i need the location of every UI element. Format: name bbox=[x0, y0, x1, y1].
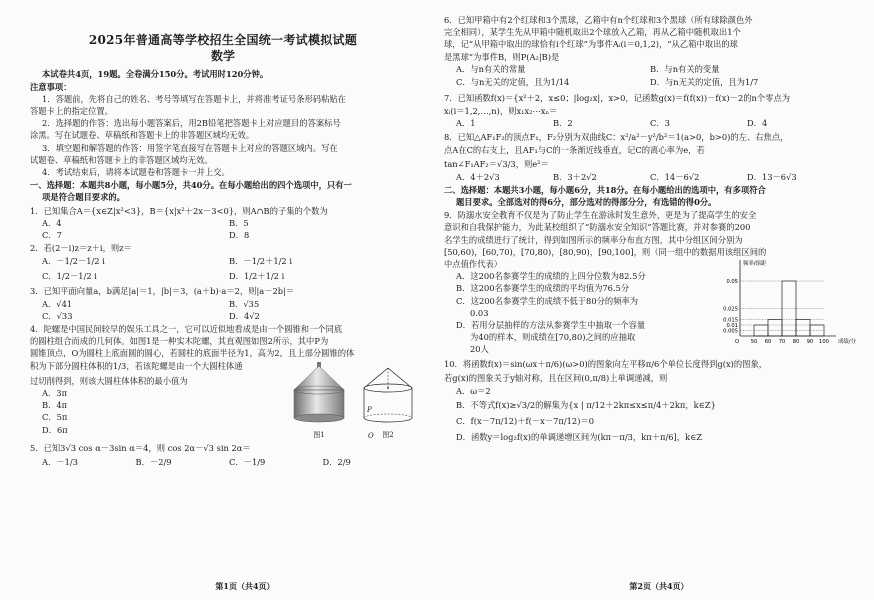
question-6-line: 6．已知甲箱中有2个红球和3个黑球，乙箱中有n个红球和3个黑球（所有球除颜色外 bbox=[444, 15, 753, 25]
y-axis-label: 频率/组距 bbox=[743, 261, 767, 268]
option-continued: 20人 bbox=[470, 344, 489, 355]
option: A．1 bbox=[456, 118, 476, 129]
option-continued: 0.03 bbox=[470, 307, 489, 318]
option: C．这200名参赛学生的成绩不低于80分的频率为 bbox=[456, 295, 639, 306]
y-tick-label: 0.015 bbox=[723, 317, 738, 324]
option: D．函数y＝log₂f(x)的单调递增区间为(kπ－π/3，kπ＋π/6]，k∈Z bbox=[456, 431, 703, 442]
question-8-line: tan∠F₁AF₂＝√3/3，则e²＝ bbox=[444, 158, 549, 169]
option: B．3＋2√2 bbox=[553, 171, 597, 182]
point-o-label: O bbox=[368, 432, 374, 440]
x-tick-label: 50 bbox=[750, 339, 758, 346]
option: A．－1/2－1/2 i bbox=[42, 256, 105, 267]
notice-line: 1．答题前，先将自己的姓名、考号等填写在答题卡上，并将准考证号条形码粘贴在 bbox=[42, 93, 346, 104]
left-page bbox=[0, 0, 430, 600]
option: A．3π bbox=[42, 388, 68, 399]
question-7-line: 7．已知函数f(x)＝{x²＋2，x≤0；|log₂x|，x>0，记函数g(x)＝f(f(x))－f(x)－2的n个零点为 bbox=[444, 93, 791, 104]
option: C．与n无关的定值，且为1/14 bbox=[456, 77, 570, 88]
notice-line: 试题卷、草稿纸和答题卡上的非答题区域均无效。 bbox=[30, 154, 213, 165]
section1-heading-2: 项是符合题目要求的。 bbox=[42, 192, 125, 203]
page-footer: 第1页（共4页） bbox=[215, 580, 275, 591]
question-9-line: 名学生的成绩进行了统计，得到如图所示的频率分布直方图，其中分组区间分别为 bbox=[444, 234, 743, 245]
frequency-histogram bbox=[706, 256, 856, 352]
notice-line: 3．填空题和解答题的作答：用签字笔直接写在答题卡上对应的答题区域内。写在 bbox=[42, 142, 338, 153]
right-page bbox=[430, 0, 860, 600]
option: B．与n有关的变量 bbox=[650, 63, 720, 74]
question-4-line: 积为下部分圆柱体积的1/3，若该陀螺是由一个大圆柱体通 bbox=[30, 360, 243, 371]
option: B．这200名参赛学生的成绩的平均值为76.5分 bbox=[456, 283, 630, 294]
question-9-line: [50,60)，[60,70)，[70,80)，[80,90)，[90,100]，则（同一组中的数据用该组区间的 bbox=[444, 246, 767, 257]
option: D．4 bbox=[747, 118, 768, 129]
option: B．－1/2＋1/2 i bbox=[229, 256, 292, 267]
exam-meta: 本试卷共4页，19题。全卷满分150分。考试用时120分钟。 bbox=[42, 69, 269, 80]
notice-line: 2．选择题的作答：选出每小题答案后，用2B铅笔把答题卡上对应题目的答案标号 bbox=[42, 118, 341, 129]
option: C．3 bbox=[650, 118, 670, 129]
option: A．－1/3 bbox=[42, 457, 78, 468]
option: D．与n无关的定值，且为1/7 bbox=[650, 77, 759, 88]
option: C．7 bbox=[42, 230, 62, 241]
question-2-options bbox=[30, 254, 416, 269]
option: D．8 bbox=[229, 230, 250, 241]
option: C．14－6√2 bbox=[650, 171, 700, 182]
question-3-options bbox=[30, 298, 416, 310]
section2-heading-2: 题目要求。全部选对的得6分，部分选对的得部分分，有选错的得0分。 bbox=[456, 197, 717, 208]
question-9-line: 9．防溺水安全教育不仅是为了防止学生在游泳时发生意外，更是为了提高学生的安全 bbox=[444, 210, 757, 221]
question-3: 3．已知平面向量a，b满足|a|＝1，|b|＝3，(a＋b)·a＝2，则|a－2b|＝ bbox=[30, 286, 295, 297]
histogram-bar bbox=[796, 320, 810, 337]
question-7-line: xᵢ(i＝1,2,…,n)，则x₁x₂⋯xₙ＝ bbox=[444, 106, 558, 117]
question-9-line: 意识和自我保护能力，为此某校组织了“防溺水安全知识”答题比赛，并对参赛的200 bbox=[444, 222, 751, 233]
option: C．√33 bbox=[42, 310, 73, 321]
subject-title: 数学 bbox=[210, 49, 235, 64]
question-4-line: 的圆柱组合而成的几何体。如图1是一种实木陀螺，其直观图如图2所示，其中P为 bbox=[30, 336, 329, 347]
question-10-line: 10．将函数f(x)＝sin(ωx＋π/6)(ω>0)的图象向左平移π/6个单位长度得到g(x)的图象， bbox=[444, 358, 768, 369]
question-4-line: 圆锥顶点，O为圆柱上底面圆的圆心，若圆柱的底面半径为1，高为2，且上部分圆锥的体 bbox=[30, 348, 355, 359]
x-tick-label: 80 bbox=[792, 339, 800, 346]
option: B．4π bbox=[42, 400, 68, 411]
x-tick-label: 90 bbox=[806, 339, 814, 346]
notice-line: 答题卡上的指定位置。 bbox=[30, 106, 113, 117]
question-6-line: 完全相同），某学生先从甲箱中随机取出2个球放入乙箱，再从乙箱中随机取出1个 bbox=[444, 27, 741, 38]
y-tick-label: 0.05 bbox=[726, 279, 738, 286]
question-3-options bbox=[30, 310, 416, 322]
question-1-options bbox=[30, 217, 416, 229]
option: D．2/9 bbox=[322, 457, 351, 468]
option: C．1/2－1/2 i bbox=[42, 271, 97, 282]
notice-line: 涂黑。写在试题卷、草稿纸和答题卡上的非答题区域均无效。 bbox=[30, 130, 255, 141]
figure-1-caption: 图1 bbox=[313, 430, 325, 439]
section1-heading: 一、选择题：本题共8小题，每小题5分，共40分。在每小题给出的四个选项中，只有一 bbox=[30, 180, 352, 191]
y-tick-label: 0.025 bbox=[723, 306, 738, 313]
question-6-options bbox=[444, 63, 844, 75]
figure-2-caption: 图2 bbox=[382, 430, 394, 439]
question-5: 5．已知3√3 cos α－3sin α＝4，则 cos 2α－√3 sin 2α＝ bbox=[30, 443, 251, 454]
question-2: 2．若(2－i)z＝z＋i，则z＝ bbox=[30, 243, 132, 254]
option: C．－1/9 bbox=[229, 457, 266, 468]
option: B．√35 bbox=[229, 298, 260, 309]
notice-heading: 注意事项： bbox=[30, 81, 72, 92]
question-4-line: 4．陀螺是中国民间较早的娱乐工具之一，它可以近似地看成是由一个圆锥和一个同底 bbox=[30, 324, 343, 335]
page-footer: 第2页（共4页） bbox=[629, 580, 689, 591]
option: D．6π bbox=[42, 424, 68, 435]
question-6-line: 是黑球”为事件B，则P(A₂|B)是 bbox=[444, 51, 560, 62]
option: A．ω＝2 bbox=[456, 385, 491, 396]
y-tick-label: 0.005 bbox=[723, 328, 738, 335]
x-tick-label: O bbox=[734, 339, 740, 346]
option: D．13－6√3 bbox=[747, 171, 797, 182]
notice-line: 4．考试结束后，请将本试题卷和答题卡一并上交。 bbox=[42, 167, 230, 178]
spinning-top-figures bbox=[288, 360, 416, 441]
question-8-line: 8．已知△AF₁F₂的顶点F₁，F₂分别为双曲线C：x²/a²－y²/b²＝1(a>0，b>0)的左、右焦点， bbox=[444, 132, 789, 143]
option: B．－2/9 bbox=[135, 457, 172, 468]
question-9-line: 中点值作代表） bbox=[444, 259, 503, 270]
question-10-line: 若g(x)的图象关于y轴对称，且在区间(0,π/8)上单调递减，则 bbox=[444, 372, 668, 383]
option-continued: 为40的样本，则成绩在[70,80)之间的应抽取 bbox=[470, 332, 636, 343]
question-2-options bbox=[30, 269, 416, 284]
option: C．f(x－7π/12)＋f(－x－7π/12)＝0 bbox=[456, 415, 595, 426]
option: D．1/2＋1/2 i bbox=[229, 271, 285, 282]
question-8-options bbox=[444, 171, 844, 183]
option: B．2 bbox=[553, 118, 573, 129]
option: C．5π bbox=[42, 412, 68, 423]
y-tick-label: 0.01 bbox=[726, 323, 738, 330]
option: A．与n有关的常量 bbox=[456, 63, 526, 74]
option: D．4√2 bbox=[229, 310, 260, 321]
question-5-options bbox=[30, 454, 416, 470]
option: B．不等式f(x)≥√3/2的解集为{x | π/12＋2kπ≤x≤π/4＋2kπ，k∈Z} bbox=[456, 399, 716, 410]
spinning-top-photo bbox=[288, 360, 350, 426]
exam-title: 2025年普通高等学校招生全国统一考试模拟试题 bbox=[88, 33, 358, 47]
question-6-line: 球，记“从甲箱中取出的球恰有i个红球”为事件Aᵢ(i＝0,1,2)，“从乙箱中取出的球 bbox=[444, 39, 738, 50]
histogram-bar bbox=[754, 325, 768, 336]
histogram-bar bbox=[768, 320, 782, 337]
question-1-options bbox=[30, 229, 416, 241]
option: A．4＋2√3 bbox=[456, 171, 500, 182]
option: A．4 bbox=[42, 217, 62, 228]
option: A．√41 bbox=[42, 298, 73, 309]
option: A．这200名参赛学生的成绩的上四分位数为82.5分 bbox=[456, 271, 646, 282]
point-p-label: P bbox=[367, 406, 372, 414]
x-axis-label: 成绩/分 bbox=[838, 339, 856, 346]
question-1: 1．已知集合A＝{x∈Z|x²<3}，B＝{x|x²＋2x－3<0}，则A∩B的子集的个数为 bbox=[30, 205, 328, 216]
section2-heading: 二、选择题：本题共3小题，每小题6分，共18分。在每小题给出的选项中，有多项符合 bbox=[444, 184, 766, 195]
x-tick-label: 60 bbox=[764, 339, 772, 346]
question-7-options bbox=[444, 117, 844, 129]
x-tick-label: 70 bbox=[778, 339, 786, 346]
question-4-line: 过切削得到，则该大圆柱体体积的最小值为 bbox=[30, 375, 188, 386]
question-6-options bbox=[444, 75, 844, 90]
question-8-line: 点A在C的右支上，且AF₁与C的一条渐近线垂直，记C的离心率为e，若 bbox=[444, 145, 705, 156]
x-tick-label: 100 bbox=[819, 339, 829, 346]
option: B．5 bbox=[229, 217, 249, 228]
option: D．若用分层抽样的方法从参赛学生中抽取一个容量 bbox=[456, 320, 646, 331]
